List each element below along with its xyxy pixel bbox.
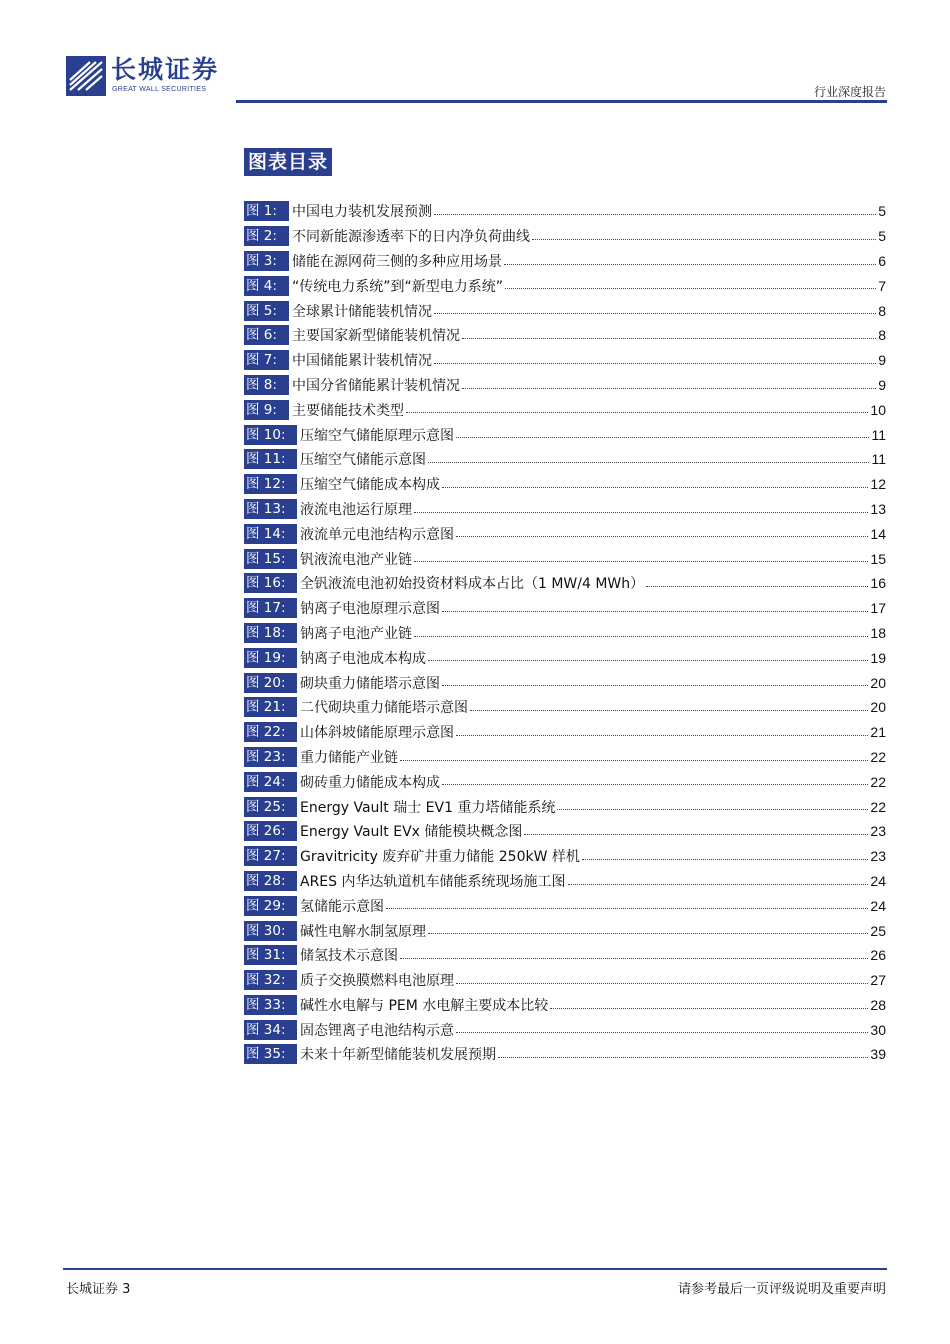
figure-number-label: 图 9:: [244, 400, 289, 420]
toc-entry[interactable]: [244, 645, 886, 670]
figure-number-label: 图 23:: [244, 747, 297, 767]
figure-caption: 钒液流电池产业链: [300, 551, 412, 568]
footer-divider: [63, 1268, 887, 1270]
figure-number-label: 图 28:: [244, 871, 297, 891]
figure-caption: 主要储能技术类型: [292, 402, 404, 419]
figure-caption: 氢储能示意图: [300, 898, 384, 915]
figure-caption: 钠离子电池成本构成: [300, 650, 426, 667]
page-number: 18: [870, 624, 886, 641]
page-number: 11: [871, 451, 886, 468]
page-number: 10: [870, 401, 886, 418]
figure-caption: 固态锂离子电池结构示意: [300, 1022, 454, 1039]
page-number: 12: [870, 476, 886, 493]
figure-caption: Energy Vault EVx 储能模块概念图: [300, 824, 523, 841]
dot-leader: [414, 624, 868, 637]
dot-leader: [550, 996, 868, 1009]
dot-leader: [456, 971, 868, 984]
toc-entry[interactable]: [244, 943, 886, 968]
page-number: 13: [870, 500, 886, 517]
figure-number-label: 图 18:: [244, 623, 297, 643]
dot-leader: [428, 450, 869, 463]
dot-leader: [498, 1045, 868, 1058]
page-number: 23: [870, 823, 886, 840]
dot-leader: [442, 772, 868, 785]
figure-number-label: 图 32:: [244, 970, 297, 990]
figure-number-label: 图 19:: [244, 648, 297, 668]
toc-entry[interactable]: [244, 348, 886, 373]
page-number: 5: [878, 228, 886, 245]
figure-number-label: 图 7:: [244, 350, 289, 370]
page-number: 20: [870, 674, 886, 691]
figure-number-label: 图 4:: [244, 276, 289, 296]
dot-leader: [505, 276, 876, 289]
page-number: 23: [870, 848, 886, 865]
page-number: 8: [878, 327, 886, 344]
figure-caption: 钠离子电池原理示意图: [300, 601, 440, 618]
dot-leader: [434, 202, 876, 215]
figure-caption: 碱性水电解与 PEM 水电解主要成本比较: [300, 997, 549, 1014]
toc-entry[interactable]: [244, 745, 886, 770]
figure-caption: Energy Vault 瑞士 EV1 重力塔储能系统: [300, 799, 556, 816]
page-number: 11: [871, 426, 886, 443]
figure-caption: “传统电力系统”到“新型电力系统”: [292, 278, 504, 295]
toc-entry[interactable]: [244, 695, 886, 720]
figure-caption: 山体斜坡储能原理示意图: [300, 725, 454, 742]
dot-leader: [462, 326, 876, 339]
toc-entry[interactable]: [244, 670, 886, 695]
figure-caption: 砌块重力储能塔示意图: [300, 675, 440, 692]
figure-number-label: 图 15:: [244, 549, 297, 569]
dot-leader: [557, 797, 868, 810]
dot-leader: [434, 351, 876, 364]
page-number: 30: [870, 1021, 886, 1038]
figure-caption: 钠离子电池产业链: [300, 625, 412, 642]
figure-toc-list: [244, 199, 886, 1067]
page-number: 6: [878, 252, 886, 269]
figure-caption: 二代砌块重力储能塔示意图: [300, 700, 468, 717]
figure-number-label: 图 26:: [244, 821, 297, 841]
figure-number-label: 图 13:: [244, 499, 297, 519]
header-divider: [236, 100, 887, 103]
dot-leader: [532, 227, 876, 240]
toc-entry[interactable]: [244, 993, 886, 1018]
page-number: 19: [870, 649, 886, 666]
dot-leader: [442, 599, 868, 612]
figure-number-label: 图 11:: [244, 449, 297, 469]
page-number: 22: [870, 798, 886, 815]
page-number: 25: [870, 922, 886, 939]
logo-wordmark-en: GREAT WALL SECURITIES: [112, 86, 207, 93]
page-number: 16: [870, 575, 886, 592]
page-number: 15: [870, 550, 886, 567]
great-wall-logo-icon: [66, 56, 106, 96]
toc-entry[interactable]: [244, 918, 886, 943]
dot-leader: [456, 723, 868, 736]
toc-entry[interactable]: [244, 298, 886, 323]
page-number: 9: [878, 376, 886, 393]
figure-number-label: 图 30:: [244, 921, 297, 941]
toc-entry[interactable]: [244, 893, 886, 918]
toc-entry[interactable]: [244, 521, 886, 546]
figure-number-label: 图 16:: [244, 573, 297, 593]
figure-number-label: 图 10:: [244, 425, 297, 445]
dot-leader: [524, 822, 868, 835]
figure-number-label: 图 17:: [244, 598, 297, 618]
dot-leader: [406, 400, 868, 413]
page-number: 24: [870, 872, 886, 889]
toc-entry[interactable]: [244, 571, 886, 596]
toc-entry[interactable]: [244, 1017, 886, 1042]
toc-entry[interactable]: [244, 199, 886, 224]
toc-entry[interactable]: [244, 373, 886, 398]
figure-caption: 压缩空气储能原理示意图: [300, 427, 454, 444]
toc-entry[interactable]: [244, 224, 886, 249]
figure-number-label: 图 33:: [244, 995, 297, 1015]
figure-number-label: 图 5:: [244, 301, 289, 321]
page-number: 22: [870, 773, 886, 790]
page-number: 9: [878, 352, 886, 369]
dot-leader: [582, 847, 869, 860]
figure-caption: 压缩空气储能示意图: [300, 452, 426, 469]
figure-caption: 中国储能累计装机情况: [292, 353, 432, 370]
dot-leader: [400, 946, 868, 959]
figure-caption: 全球累计储能装机情况: [292, 303, 432, 320]
page-number: 22: [870, 748, 886, 765]
figure-number-label: 图 35:: [244, 1044, 297, 1064]
page-number: 7: [878, 277, 886, 294]
logo-wordmark-cn: 长城证券: [111, 55, 220, 84]
figure-caption: 主要国家新型储能装机情况: [292, 328, 460, 345]
figure-caption: 未来十年新型储能装机发展预期: [300, 1047, 496, 1064]
dot-leader: [442, 673, 868, 686]
figure-caption: 储能在源网荷三侧的多种应用场景: [292, 253, 502, 270]
figure-caption: 压缩空气储能成本构成: [300, 477, 440, 494]
figure-number-label: 图 29:: [244, 896, 297, 916]
toc-entry[interactable]: [244, 819, 886, 844]
dot-leader: [414, 500, 868, 513]
page-number: 14: [870, 525, 886, 542]
figure-caption: 不同新能源渗透率下的日内净负荷曲线: [292, 229, 530, 246]
dot-leader: [386, 896, 868, 909]
dot-leader: [400, 748, 868, 761]
page-number: 39: [870, 1046, 886, 1063]
figure-caption: 质子交换膜燃料电池原理: [300, 973, 454, 990]
dot-leader: [456, 1020, 868, 1033]
dot-leader: [434, 301, 876, 314]
toc-entry[interactable]: [244, 596, 886, 621]
dot-leader: [568, 872, 869, 885]
figure-caption: 储氢技术示意图: [300, 948, 398, 965]
toc-entry[interactable]: [244, 794, 886, 819]
toc-entry[interactable]: [244, 844, 886, 869]
figure-number-label: 图 14:: [244, 524, 297, 544]
figure-caption: 全钒液流电池初始投资材料成本占比（1 MW/4 MWh）: [300, 576, 645, 593]
page-number: 27: [870, 972, 886, 989]
dot-leader: [646, 574, 868, 587]
dot-leader: [428, 648, 868, 661]
dot-leader: [470, 698, 868, 711]
figure-number-label: 图 2:: [244, 226, 289, 246]
toc-entry[interactable]: [244, 968, 886, 993]
toc-entry[interactable]: [244, 273, 886, 298]
page-number: 8: [878, 302, 886, 319]
figure-number-label: 图 12:: [244, 474, 297, 494]
figure-number-label: 图 25:: [244, 797, 297, 817]
dot-leader: [456, 425, 869, 438]
page-number: 17: [870, 600, 886, 617]
page-number: 24: [870, 897, 886, 914]
dot-leader: [456, 524, 868, 537]
toc-entry[interactable]: [244, 397, 886, 422]
toc-title: 图表目录: [244, 148, 332, 176]
footer-disclaimer: 请参考最后一页评级说明及重要声明: [677, 1282, 886, 1297]
toc-entry[interactable]: [244, 720, 886, 745]
figure-number-label: 图 22:: [244, 722, 297, 742]
figure-caption: 碱性电解水制氢原理: [300, 923, 426, 940]
page-number: 26: [870, 947, 886, 964]
figure-caption: 液流单元电池结构示意图: [300, 526, 454, 543]
toc-entry[interactable]: [244, 472, 886, 497]
figure-number-label: 图 34:: [244, 1020, 297, 1040]
figure-caption: 液流电池运行原理: [300, 501, 412, 518]
dot-leader: [442, 475, 868, 488]
figure-number-label: 图 8:: [244, 375, 289, 395]
toc-entry[interactable]: [244, 323, 886, 348]
dot-leader: [504, 252, 876, 265]
report-type-label: 行业深度报告: [813, 85, 886, 99]
toc-entry[interactable]: [244, 546, 886, 571]
toc-entry[interactable]: [244, 249, 886, 274]
dot-leader: [414, 549, 868, 562]
toc-entry[interactable]: [244, 769, 886, 794]
toc-entry[interactable]: [244, 1042, 886, 1067]
page-number: 28: [870, 996, 886, 1013]
dot-leader: [462, 376, 876, 389]
toc-entry[interactable]: [244, 621, 886, 646]
figure-caption: ARES 内华达轨道机车储能系统现场施工图: [300, 873, 566, 890]
toc-entry[interactable]: [244, 422, 886, 447]
figure-number-label: 图 27:: [244, 846, 297, 866]
figure-caption: Gravitricity 废弃矿井重力储能 250kW 样机: [300, 849, 580, 866]
toc-entry[interactable]: [244, 447, 886, 472]
footer-page-number: 长城证券 3: [66, 1282, 131, 1297]
figure-caption: 砌砖重力储能成本构成: [300, 774, 440, 791]
page-number: 20: [870, 699, 886, 716]
page-number: 5: [878, 203, 886, 220]
figure-caption: 中国分省储能累计装机情况: [292, 377, 460, 394]
figure-number-label: 图 24:: [244, 772, 297, 792]
figure-number-label: 图 21:: [244, 697, 297, 717]
figure-number-label: 图 3:: [244, 251, 289, 271]
figure-number-label: 图 1:: [244, 201, 289, 221]
figure-number-label: 图 20:: [244, 673, 297, 693]
page-number: 21: [870, 724, 886, 741]
figure-caption: 中国电力装机发展预测: [292, 204, 432, 221]
figure-number-label: 图 31:: [244, 945, 297, 965]
dot-leader: [428, 921, 868, 934]
figure-number-label: 图 6:: [244, 325, 289, 345]
toc-entry[interactable]: [244, 497, 886, 522]
toc-entry[interactable]: [244, 869, 886, 894]
figure-caption: 重力储能产业链: [300, 749, 398, 766]
